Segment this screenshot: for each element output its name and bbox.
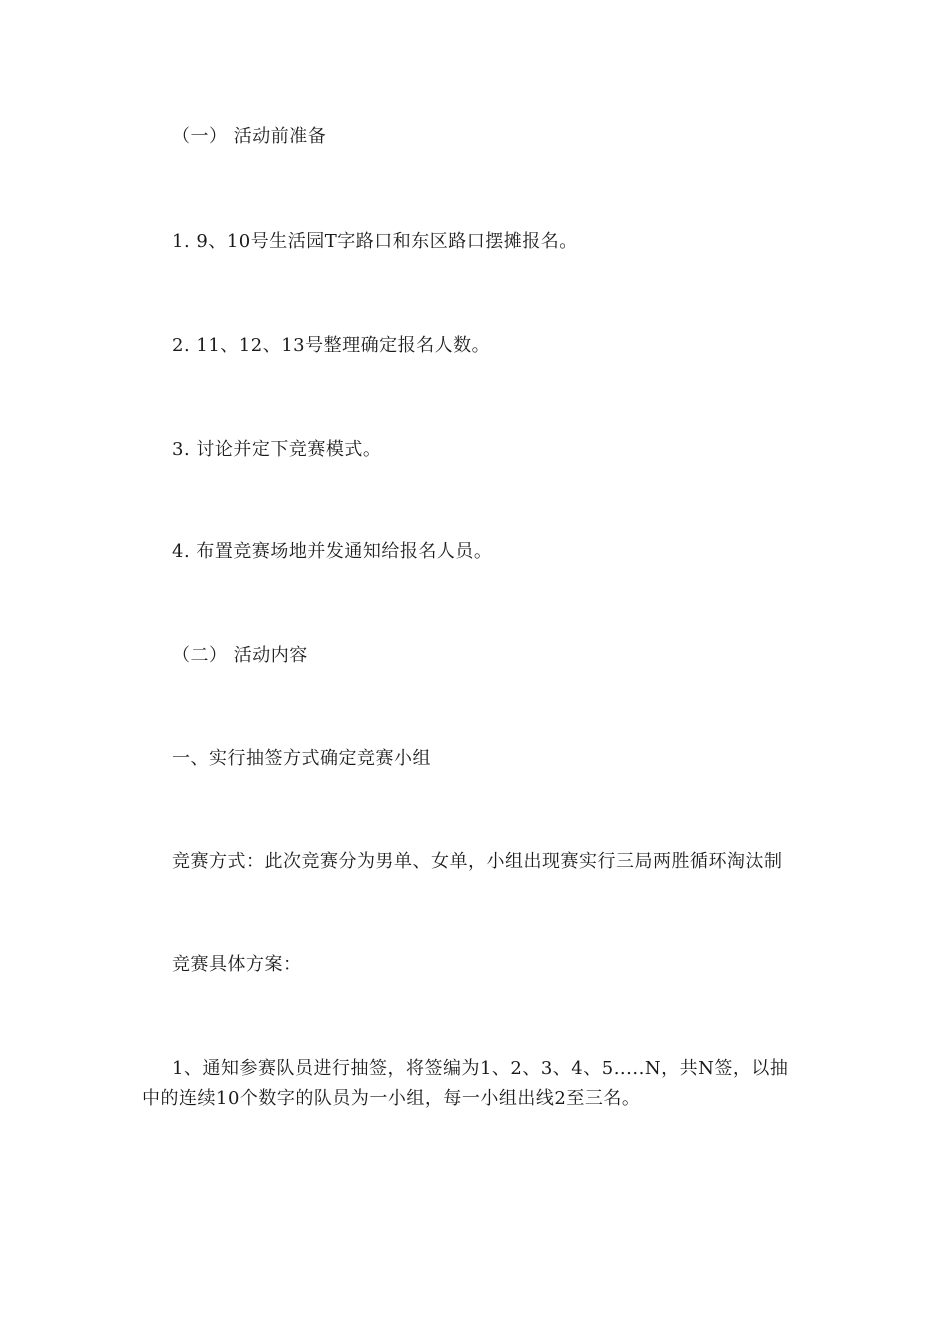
subheading-draw-groups: 一、实行抽签方式确定竞赛小组 <box>172 748 431 769</box>
paragraph-draw-rules: 1、通知参赛队员进行抽签，将签编为1、2、3、4、5.....N，共N签，以抽中的连续10个数字的队员为一小组，每一小组出线2至三名。 <box>142 1058 789 1109</box>
section-heading-content: （二） 活动内容 <box>172 645 308 666</box>
paragraph-competition-format: 竞赛方式：此次竞赛分为男单、女单，小组出现赛实行三局两胜循环淘汰制 <box>172 851 783 872</box>
list-item-1: 1. 9、10号生活园T字路口和东区路口摆摊报名。 <box>172 231 578 252</box>
list-item-2: 2. 11、12、13号整理确定报名人数。 <box>172 335 491 356</box>
list-item-3: 3. 讨论并定下竞赛模式。 <box>172 439 382 460</box>
list-item-4: 4. 布置竞赛场地并发通知给报名人员。 <box>172 541 493 562</box>
section-heading-preparation: （一） 活动前准备 <box>172 126 327 147</box>
paragraph-plan-heading: 竞赛具体方案： <box>172 954 302 975</box>
